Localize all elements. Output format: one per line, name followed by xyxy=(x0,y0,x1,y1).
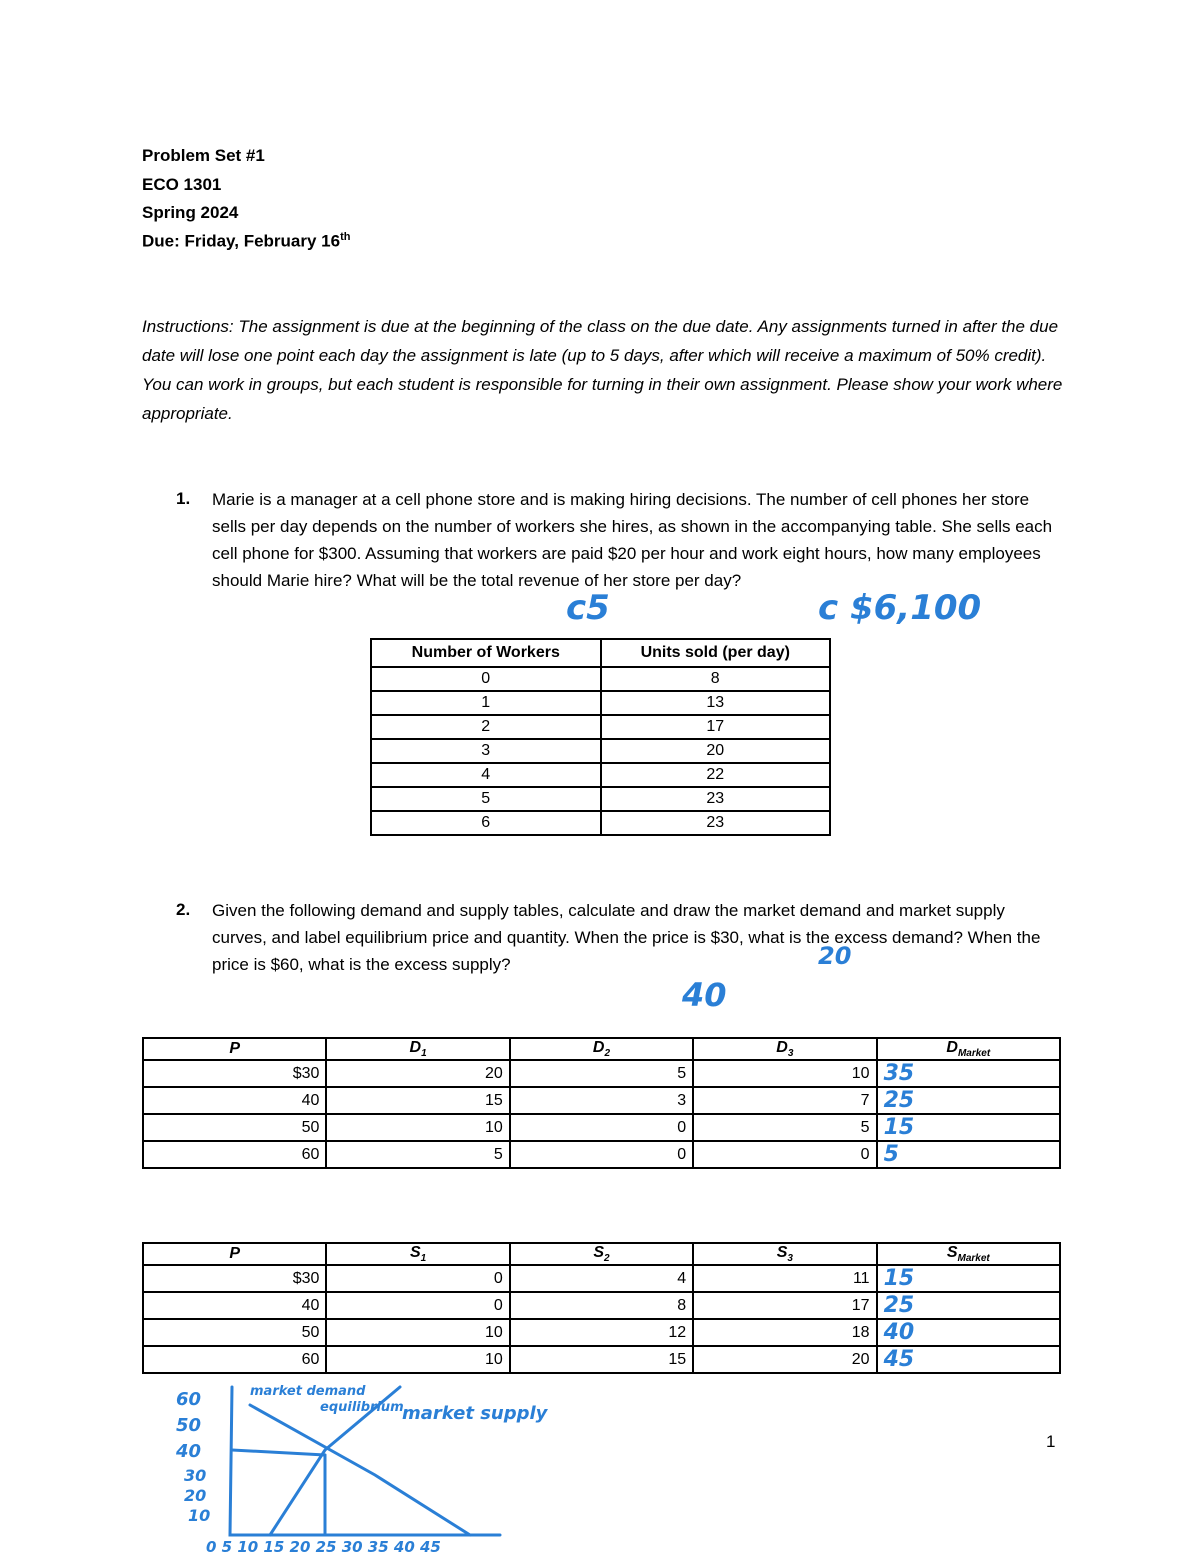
q1-number: 1. xyxy=(176,489,191,508)
table-cell: 60 xyxy=(143,1346,326,1373)
handwritten-cell: 25 xyxy=(877,1087,1060,1114)
table-cell: $30 xyxy=(143,1265,326,1292)
table-cell: 12 xyxy=(510,1319,693,1346)
q1-handwritten-answer-workers: c5 xyxy=(566,588,610,628)
table-cell: 20 xyxy=(693,1346,876,1373)
header-base: D xyxy=(946,1039,958,1056)
sketch-demand-label: market demand xyxy=(250,1384,366,1399)
table-header xyxy=(326,1243,509,1265)
sketch-y-label: 10 xyxy=(188,1506,211,1525)
table-cell: 17 xyxy=(601,715,831,739)
table-header: Units sold (per day) xyxy=(601,639,831,667)
sketch-equilibrium-label: equilibrium xyxy=(320,1400,404,1415)
table-cell: 60 xyxy=(143,1141,326,1168)
table-cell: 2 xyxy=(371,715,601,739)
header-base: S xyxy=(593,1244,605,1261)
q2-handwritten-excess-demand: 20 xyxy=(818,942,852,970)
table-cell: 0 xyxy=(510,1141,693,1168)
table-cell: 0 xyxy=(326,1292,509,1319)
table-row xyxy=(143,1265,1060,1292)
table-cell: 5 xyxy=(371,787,601,811)
header-base: P xyxy=(229,1040,241,1058)
q2-handwritten-excess-supply: 40 xyxy=(682,976,727,1014)
course-code: ECO 1301 xyxy=(142,175,222,194)
header-sub: 1 xyxy=(421,1048,427,1060)
table-cell: 11 xyxy=(693,1265,876,1292)
table-header xyxy=(877,1038,1060,1060)
header-base: D xyxy=(776,1039,788,1056)
table-cell: 6 xyxy=(371,811,601,835)
table-cell: 10 xyxy=(326,1114,509,1141)
supply-table xyxy=(142,1242,1061,1374)
sketch-y-label: 40 xyxy=(176,1441,202,1462)
table-cell: 50 xyxy=(143,1319,326,1346)
page-number: 1 xyxy=(1046,1432,1056,1451)
due-date-suffix: th xyxy=(340,231,351,243)
header-sub: 3 xyxy=(787,1048,794,1060)
table-cell: 15 xyxy=(510,1346,693,1373)
table-cell: 0 xyxy=(371,667,601,691)
doc-title: Problem Set #1 xyxy=(142,146,265,165)
table-cell: 20 xyxy=(326,1060,509,1087)
table-row xyxy=(143,1319,1060,1346)
header-base: P xyxy=(229,1245,241,1263)
table-cell: 50 xyxy=(143,1114,326,1141)
table-cell: 40 xyxy=(143,1087,326,1114)
handwritten-cell: 35 xyxy=(877,1060,1060,1087)
table-row xyxy=(371,667,830,691)
q2-text: Given the following demand and supply tables, calculate and draw the market demand and market supply curves, and label equilibrium price and quantity. When the price is $30, what is the excess demand? When the price is $60, what is the excess supply? xyxy=(212,901,1041,974)
table-cell: 4 xyxy=(510,1265,693,1292)
header-base: S xyxy=(776,1244,788,1261)
table-row xyxy=(143,1292,1060,1319)
table-header xyxy=(693,1243,876,1265)
table-cell: 10 xyxy=(693,1060,876,1087)
table-cell: 20 xyxy=(601,739,831,763)
equilibrium-price-arrow xyxy=(232,1450,325,1455)
table-header-row xyxy=(371,639,830,667)
table-header-row xyxy=(143,1038,1060,1060)
table-cell: 10 xyxy=(326,1346,509,1373)
table-row xyxy=(143,1060,1060,1087)
table-cell: 23 xyxy=(601,811,831,835)
table-cell: 5 xyxy=(693,1114,876,1141)
table-cell: 5 xyxy=(326,1141,509,1168)
table-cell: 15 xyxy=(326,1087,509,1114)
table-cell: 8 xyxy=(510,1292,693,1319)
table-cell: 17 xyxy=(693,1292,876,1319)
sketch-y-label: 30 xyxy=(184,1466,207,1485)
q2-number: 2. xyxy=(176,900,191,919)
table-cell: 13 xyxy=(601,691,831,715)
header-base: S xyxy=(946,1244,958,1261)
header-sub: Market xyxy=(957,1048,991,1060)
table-cell: 22 xyxy=(601,763,831,787)
header-base: S xyxy=(409,1244,421,1261)
header-sub: 3 xyxy=(787,1253,793,1265)
table-row xyxy=(371,811,830,835)
table-header xyxy=(510,1243,693,1265)
table-cell: 23 xyxy=(601,787,831,811)
header-sub: Market xyxy=(957,1253,990,1265)
table-row xyxy=(143,1087,1060,1114)
table-row xyxy=(143,1346,1060,1373)
handwritten-cell: 15 xyxy=(877,1114,1060,1141)
table-cell: 3 xyxy=(371,739,601,763)
table-header xyxy=(326,1038,509,1060)
header-base: D xyxy=(409,1039,422,1056)
sketch-x-labels: 0 5 10 15 20 25 30 35 40 45 xyxy=(206,1538,441,1553)
table-header xyxy=(510,1038,693,1060)
sketch-supply-label: market supply xyxy=(402,1403,548,1424)
table-header xyxy=(143,1243,326,1265)
q1-handwritten-answer-revenue: c $6,100 xyxy=(818,588,982,628)
handwritten-cell: 15 xyxy=(877,1265,1060,1292)
table-cell: 5 xyxy=(510,1060,693,1087)
table-cell: 40 xyxy=(143,1292,326,1319)
table-cell: 0 xyxy=(326,1265,509,1292)
table-header: Number of Workers xyxy=(371,639,601,667)
sketch-y-label: 20 xyxy=(184,1486,207,1505)
table-row xyxy=(371,763,830,787)
due-date xyxy=(142,231,350,252)
table-cell: 0 xyxy=(510,1114,693,1141)
sketch-y-label: 50 xyxy=(176,1415,202,1436)
table-cell: 10 xyxy=(326,1319,509,1346)
sketch-y-label: 60 xyxy=(176,1389,202,1410)
table-row xyxy=(143,1114,1060,1141)
table-row xyxy=(371,715,830,739)
handwritten-cell: 25 xyxy=(877,1292,1060,1319)
table-cell: 3 xyxy=(510,1087,693,1114)
table-cell: 8 xyxy=(601,667,831,691)
table-cell: 7 xyxy=(693,1087,876,1114)
instructions: Instructions: The assignment is due at the beginning of the class on the due date. Any assignments turned in after the due date will lose one point each day the assignment is late (up to 5 days, after which will receive a maximum of 50% credit). You can work in groups, but each student is responsible for turning in their own assignment. Please show your work where appropriate. xyxy=(142,317,1063,423)
due-date-text: Due: Friday, February 16 xyxy=(142,231,341,251)
header-sub: 2 xyxy=(604,1253,610,1265)
table-row xyxy=(143,1141,1060,1168)
handwritten-cell: 5 xyxy=(877,1141,1060,1168)
table-cell: $30 xyxy=(143,1060,326,1087)
header-base: D xyxy=(592,1039,605,1056)
handwritten-cell: 45 xyxy=(877,1346,1060,1373)
table-cell: 18 xyxy=(693,1319,876,1346)
table-row xyxy=(371,739,830,763)
table-header xyxy=(693,1038,876,1060)
table-cell: 4 xyxy=(371,763,601,787)
handwritten-sketch xyxy=(170,1375,548,1553)
table-cell: 0 xyxy=(693,1141,876,1168)
table-header xyxy=(143,1038,326,1060)
term: Spring 2024 xyxy=(142,203,239,222)
header-sub: 2 xyxy=(604,1048,611,1060)
q1-text: Marie is a manager at a cell phone store and is making hiring decisions. The number of cell phones her store sells per day depends on the number of workers she hires, as shown in the accompanying table. She sells each cell phone for $300. Assuming that workers are paid $20 per hour and work eight hours, how many employees should Marie hire? What will be the total revenue of her store per day? xyxy=(212,490,1053,590)
table-cell: 1 xyxy=(371,691,601,715)
table-row xyxy=(371,787,830,811)
table-row xyxy=(371,691,830,715)
header-sub: 1 xyxy=(420,1253,427,1265)
table-header xyxy=(877,1243,1060,1265)
demand-table xyxy=(142,1037,1061,1169)
table-header-row xyxy=(143,1243,1060,1265)
handwritten-cell: 40 xyxy=(877,1319,1060,1346)
workers-table xyxy=(370,638,831,836)
